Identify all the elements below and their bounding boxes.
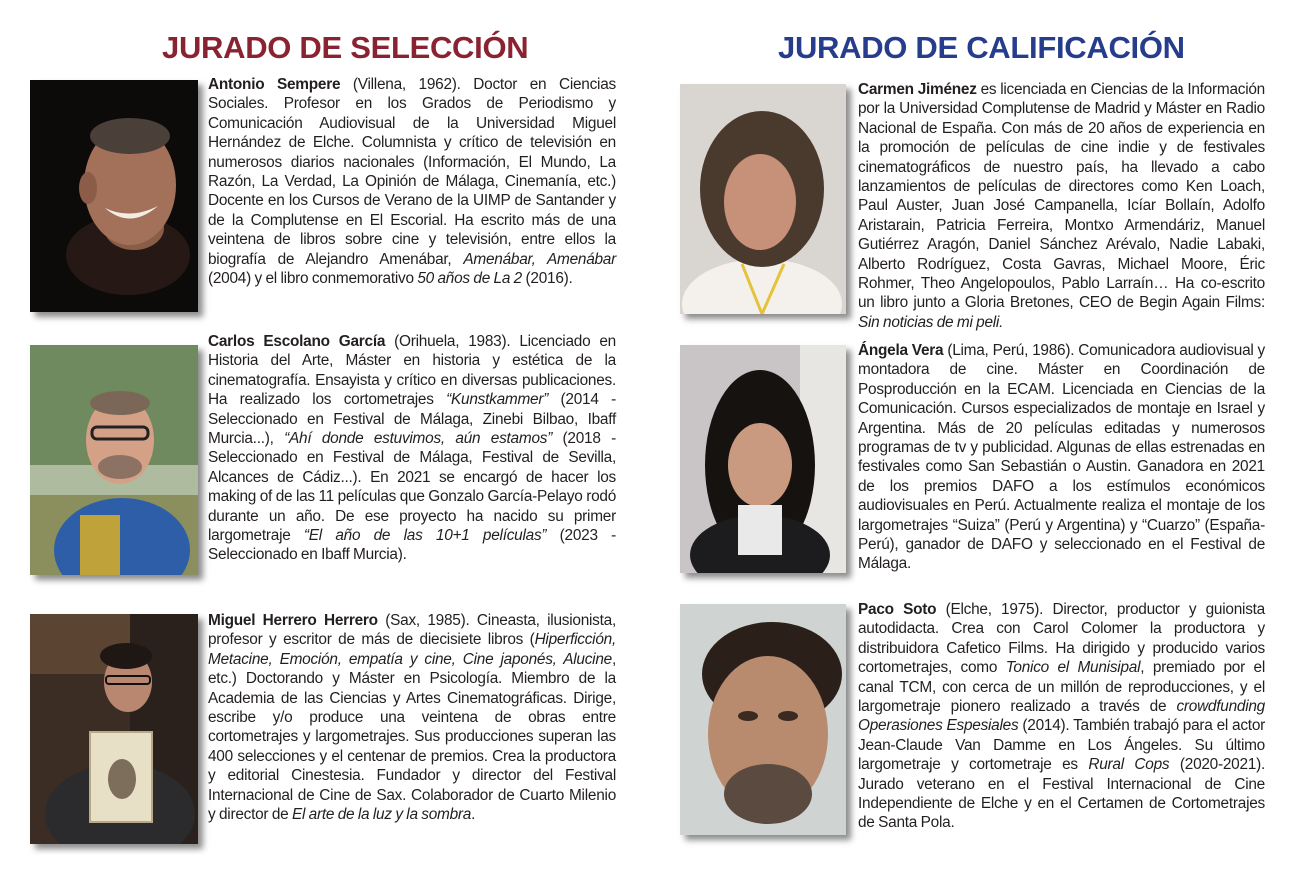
member-name: Antonio Sempere bbox=[208, 76, 341, 93]
member-name: Paco Soto bbox=[858, 601, 937, 618]
bio-text: es licenciada en Ciencias de la Información por la Universidad Complutense de Madrid y Máster en Radio Nacional de España. Con más de 20 años de experiencia en la promoción de películas de cine indie y de festivales cinematográficos de nuestro país, ha llevado a cabo lanzamientos de películas de directores como Ken Loach, Paul Auster, Juan José Campanella, Icíar Bollaín, Adolfo Aristarain, Patricia Ferreira, Montxo Armendáriz, Manuel Gutiérrez Aragón, Daniel Sánchez Arévalo, Nadie Labaki, Alberto Rodríguez, Costa Gavras, Michael Moore, Éric Rohmer, Theo Angelopoulos, Pablo Larraín… Ha co-escrito un libro junto a Gloria Bretones, CEO de Begin Again Films: bbox=[858, 81, 1265, 312]
work-title: crowdfunding Operasiones Espesiales bbox=[858, 698, 1265, 735]
member-name: Carmen Jiménez bbox=[858, 81, 977, 98]
bio-text: (2020-2021). Jurado veterano en el Festival Internacional de Cine Independiente de Elche y en el Certamen de Cortometrajes de Santa Pola. bbox=[858, 756, 1266, 832]
bio-text: (2014). También trabajó para el actor Jean-Claude Van Damme en Los Ángeles. Su último largometraje y cortometraje es bbox=[858, 717, 1265, 774]
bio-antonio-sempere bbox=[208, 75, 616, 288]
work-title: “Kunstkammer” bbox=[446, 391, 549, 409]
bio-carmen-jimenez bbox=[858, 80, 1265, 332]
member-name: Ángela Vera bbox=[858, 342, 944, 359]
work-title: El arte de la luz y la sombra bbox=[291, 806, 472, 824]
bio-text: (Lima, Perú, 1986). Comunicadora audiovisual y montadora de cine. Máster en Coordinación de Posproducción en la ECAM. Licenciada en Ciencias de la Comunicación. Cursos especializados de montaje en Israel y Argentina. Más de 20 películas editadas y numerosos programas de tv y publicidad. Algunas de ellas estrenadas en festivales como San Sebastián o Austin. Ganadora en 2021 de los premios DAFO a los estímulos económicos audiovisuales en Perú. Actualmente realiza el montaje de los largometrajes “Suiza” (Perú y Argentina) y “Cuarzo” (España-Perú), ganador de DAFO y seleccionado en el Festival de Málaga. bbox=[858, 342, 1265, 573]
work-title: 50 años de La 2 bbox=[417, 270, 522, 288]
bio-text: , premiado por el canal TCM, con cerca de un millón de reproducciones, y el largometraje pionero realizado a través de bbox=[858, 659, 1265, 716]
bio-text: (2016). bbox=[522, 270, 573, 288]
bio-text: (Sax, 1985). Cineasta, ilusionista, profesor y escritor de más de diecisiete libros ( bbox=[208, 612, 616, 649]
portrait-man-dark-hair-close-up-icon bbox=[680, 604, 846, 835]
bio-text: (Orihuela, 1983). Licenciado en Historia del Arte, Máster en historia y estética de la cinematografía. Ensayista y crítico en diversas publicaciones. Ha realizado los cortometrajes bbox=[208, 333, 616, 409]
work-title: “El año de las 10+1 películas” bbox=[303, 527, 547, 545]
jurado-calificacion-title: JURADO DE CALIFICACIÓN bbox=[778, 30, 1185, 65]
member-name: Carlos Escolano García bbox=[208, 333, 386, 350]
bio-text: (2004) y el libro conmemorativo bbox=[208, 270, 418, 288]
portrait-woman-long-dark-hair-icon bbox=[680, 345, 846, 573]
work-title: Tonico el Munisipal bbox=[1005, 659, 1141, 677]
bio-miguel-herrero bbox=[208, 611, 616, 824]
bio-text: (2014 - Seleccionado en Festival de Málaga, Zinebi Bilbao, Ibaff Murcia...), bbox=[208, 391, 616, 448]
work-title: “Ahí donde estuvimos, aún estamos” bbox=[284, 430, 553, 448]
work-title: Rural Cops bbox=[1088, 756, 1170, 774]
bio-text: , etc.) Doctorando y Máster en Psicología. Miembro de la Academia de las Ciencias y Artes Cinematográficas. Dirige, escribe y/o produce una veintena de obras entre cortometrajes y largometrajes. Sus producciones superan las 400 selecciones y el centenar de premios. Crea la productora y editorial Cinestesia. Fundador y director del Festival Internacional de Cine de Sax. Colaborador de Cuarto Milenio y director de bbox=[208, 650, 616, 824]
jurado-seleccion-title: JURADO DE SELECCIÓN bbox=[162, 30, 529, 65]
bio-text: (Villena, 1962). Doctor en Ciencias Sociales. Profesor en los Grados de Periodismo y Comunicación Audiovisual de la Universidad Miguel Hernández de Elche. Columnista y crítico de televisión en numerosos diarios nacionales (Información, El Mundo, La Razón, La Verdad, La Opinión de Málaga, Cinemanía, etc.) Docente en los Cursos de Verano de la UIMP de Santander y de la Complutense en El Escorial. Ha escrito más de una veintena de libros sobre cine y televisión, entre ellos la biografía de Alejandro Amenábar, bbox=[208, 76, 616, 268]
bio-text: . bbox=[471, 806, 476, 824]
member-name: Miguel Herrero Herrero bbox=[208, 612, 378, 629]
bio-carlos-escolano bbox=[208, 332, 616, 565]
portrait-man-holding-book-icon bbox=[30, 614, 198, 844]
work-title: Hiperficción, Metacine, Emoción, empatía y cine, Cine japonés, Alucine bbox=[208, 631, 616, 668]
bio-paco-soto bbox=[858, 600, 1265, 833]
work-title: Amenábar, Amenábar bbox=[463, 250, 616, 268]
bio-text: (Elche, 1975). Director, productor y guionista autodidacta. Crea con Carol Colomer la productora y distribuidora Cafetico Films. Ha dirigido y producido varios cortometrajes, como bbox=[858, 601, 1265, 677]
bio-text: (2018 - Seleccionado en Festival de Málaga, Festival de Sevilla, Alcances de Cádiz...). En 2021 se encargó de hacer los making of de las 11 películas que Gonzalo García-Pelayo rodó durante un año. De ese proyecto ha nacido su primer largometraje bbox=[208, 430, 617, 545]
portrait-smiling-bald-man-icon bbox=[30, 80, 198, 312]
bio-angela-vera bbox=[858, 341, 1265, 574]
bio-text: (2023 - Seleccionado en Ibaff Murcia). bbox=[208, 527, 616, 564]
work-title: Sin noticias de mi peli. bbox=[858, 313, 1004, 331]
portrait-woman-curly-hair-icon bbox=[680, 84, 846, 314]
portrait-man-with-glasses-outdoors-icon bbox=[30, 345, 198, 575]
